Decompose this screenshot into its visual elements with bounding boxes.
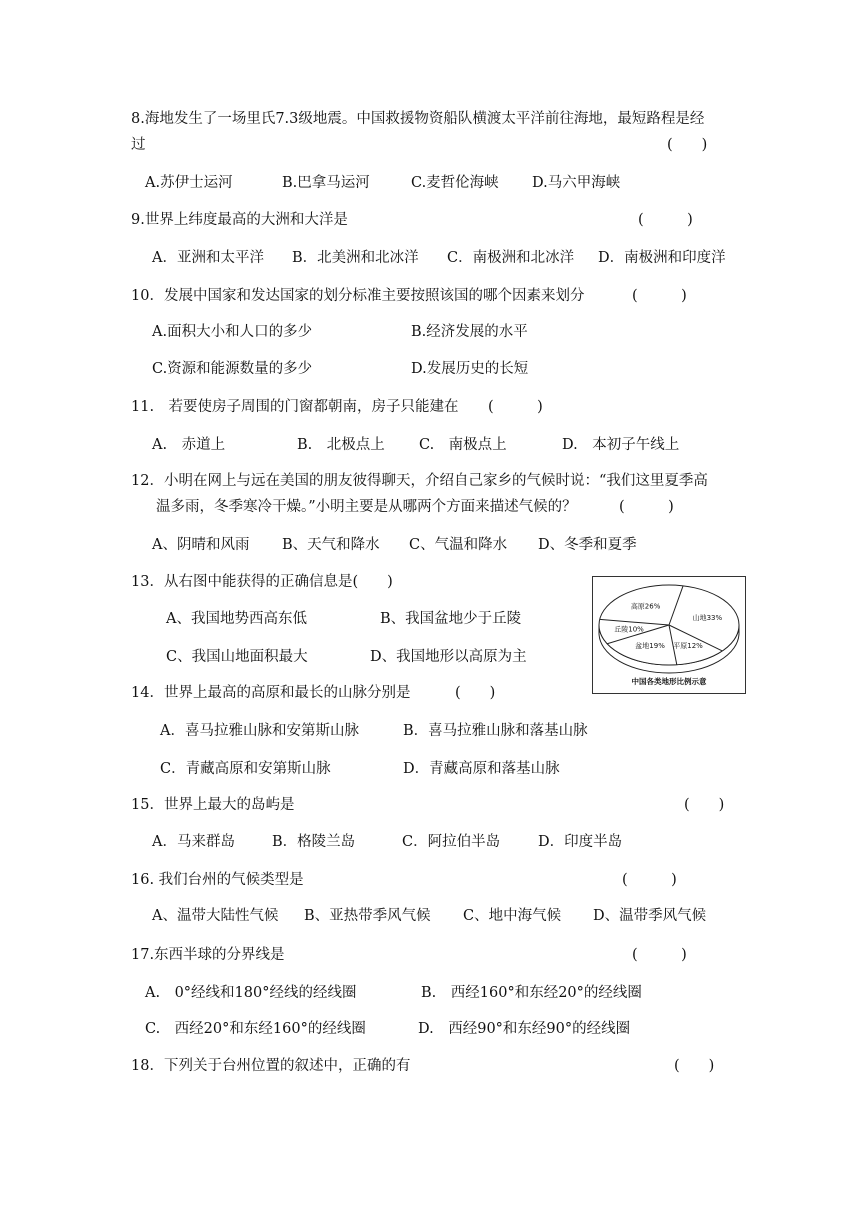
question-11-option-b: B. 北极点上 [297, 437, 385, 453]
question-8-stem-line1: 8.海地发生了一场里氏7.3级地震。中国救援物资船队横渡太平洋前往海地，最短路程是经 [131, 111, 705, 127]
question-12-stem-line2: 温多雨，冬季寒冷干燥。”小明主要是从哪两个方面来描述气候的？ [156, 499, 577, 515]
question-15-option-d: D．印度半岛 [538, 834, 623, 850]
pie-chart-svg [593, 577, 745, 677]
question-8-option-b: B.巴拿马运河 [282, 175, 370, 191]
question-16-option-d: D、温带季风气候 [593, 908, 707, 924]
question-13-option-a: A、我国地势西高东低 [166, 611, 307, 627]
question-16-stem: 16. 我们台州的气候类型是 [131, 872, 304, 888]
question-14-option-c: C．青藏高原和安第斯山脉 [160, 761, 331, 777]
question-17-option-b: B. 西经160°和东经20°的经线圈 [421, 985, 642, 1001]
question-10-answer-blank: ( ) [632, 288, 687, 304]
question-18-stem: 18．下列关于台州位置的叙述中，正确的有 [131, 1058, 411, 1074]
question-13-option-d: D、我国地形以高原为主 [370, 649, 527, 665]
question-14-option-a: A．喜马拉雅山脉和安第斯山脉 [160, 723, 359, 739]
question-9-option-b: B．北美洲和北冰洋 [292, 250, 419, 266]
question-17-stem: 17.东西半球的分界线是 [131, 947, 285, 963]
question-13-stem: 13．从右图中能获得的正确信息是( ) [131, 574, 393, 590]
question-18-answer-blank: ( ) [674, 1058, 715, 1074]
question-15-option-a: A．马来群岛 [152, 834, 235, 850]
question-9-answer-blank: ( ) [638, 212, 693, 228]
question-16-answer-blank: ( ) [622, 872, 677, 888]
question-15-stem: 15．世界上最大的岛屿是 [131, 797, 295, 813]
question-13-option-c: C、我国山地面积最大 [166, 649, 308, 665]
question-11-option-c: C. 南极点上 [419, 437, 507, 453]
question-12-option-b: B、天气和降水 [282, 537, 380, 553]
question-11-stem: 11. 若要使房子周围的门窗都朝南，房子只能建在 [131, 399, 459, 415]
question-9-stem: 9.世界上纬度最高的大洲和大洋是 [131, 212, 348, 228]
question-10-option-c: C.资源和能源数量的多少 [152, 361, 313, 377]
question-8-option-d: D.马六甲海峡 [532, 175, 621, 191]
question-14-stem: 14．世界上最高的高原和最长的山脉分别是 [131, 685, 411, 701]
question-9-option-c: C．南极洲和北冰洋 [447, 250, 575, 266]
question-11-answer-blank: ( ) [488, 399, 543, 415]
question-14-answer-blank: ( ) [455, 685, 496, 701]
question-14-option-d: D．青藏高原和落基山脉 [403, 761, 560, 777]
question-15-option-c: C．阿拉伯半岛 [402, 834, 501, 850]
pie-slice-label: 平原12% [673, 641, 703, 650]
question-12-option-c: C、气温和降水 [409, 537, 508, 553]
pie-slice-label: 盆地19% [635, 642, 665, 651]
question-8-stem-line2: 过 [131, 137, 146, 153]
question-12-stem-line1: 12．小明在网上与远在美国的朋友彼得聊天，介绍自己家乡的气候时说：“我们这里夏季高 [131, 473, 708, 489]
question-15-answer-blank: ( ) [684, 797, 725, 813]
chart-title: 中国各类地形比例示意 [631, 677, 707, 686]
terrain-proportion-chart [592, 576, 746, 694]
question-10-option-d: D.发展历史的长短 [411, 361, 529, 377]
question-13-option-b: B、我国盆地少于丘陵 [380, 611, 522, 627]
question-11-option-d: D. 本初子午线上 [562, 437, 680, 453]
question-16-option-a: A、温带大陆性气候 [152, 908, 279, 924]
question-8-answer-blank: ( ) [667, 137, 708, 153]
question-15-option-b: B．格陵兰岛 [272, 834, 356, 850]
question-8-option-a: A.苏伊士运河 [145, 175, 233, 191]
question-16-option-b: B、亚热带季风气候 [304, 908, 431, 924]
question-10-stem: 10．发展中国家和发达国家的划分标准主要按照该国的哪个因素来划分 [131, 288, 585, 304]
pie-slice-label: 高原26% [630, 602, 661, 611]
question-9-option-a: A．亚洲和太平洋 [152, 250, 264, 266]
question-12-option-d: D、冬季和夏季 [538, 537, 637, 553]
question-12-option-a: A、阴晴和风雨 [152, 537, 250, 553]
question-14-option-b: B．喜马拉雅山脉和落基山脉 [403, 723, 588, 739]
pie-slice-label: 山地33% [692, 613, 723, 622]
question-16-option-c: C、地中海气候 [463, 908, 562, 924]
question-10-option-a: A.面积大小和人口的多少 [152, 324, 313, 340]
question-9-option-d: D．南极洲和印度洋 [598, 250, 726, 266]
question-12-answer-blank: ( ) [619, 499, 674, 515]
pie-slice-label: 丘陵10% [614, 625, 644, 634]
question-17-answer-blank: ( ) [632, 947, 687, 963]
question-8-option-c: C.麦哲伦海峡 [411, 175, 499, 191]
question-17-option-a: A. 0°经线和180°经线的经线圈 [145, 985, 357, 1001]
question-10-option-b: B.经济发展的水平 [411, 324, 528, 340]
question-11-option-a: A. 赤道上 [152, 437, 226, 453]
question-17-option-c: C. 西经20°和东经160°的经线圈 [145, 1021, 366, 1037]
question-17-option-d: D. 西经90°和东经90°的经线圈 [418, 1021, 631, 1037]
